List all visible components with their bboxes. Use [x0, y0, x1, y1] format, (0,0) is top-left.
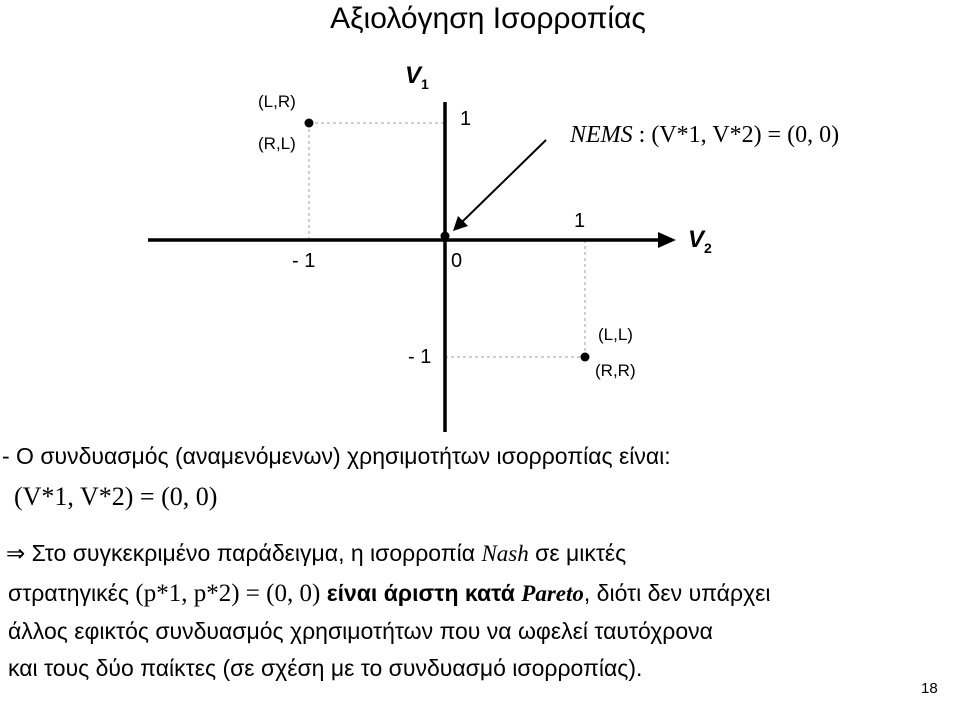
page-title: Αξιολόγηση Ισορροπίας [330, 2, 646, 35]
point-lower-right-label-top: (L,L) [598, 325, 633, 344]
point-upper-left [305, 119, 314, 128]
point-lower-right [581, 353, 590, 362]
x-axis-arrowhead [658, 232, 676, 248]
point-upper-left-label-top: (L,R) [258, 92, 296, 111]
page-number: 18 [921, 680, 938, 697]
tick-x-negative: - 1 [292, 250, 316, 272]
y-axis-label: $V_1$ [405, 62, 429, 92]
tick-origin: 0 [451, 250, 463, 272]
x-axis-label: $V_2$ [688, 226, 712, 256]
nems-equation: NEMS : (V*1, V*2) = (0, 0) [570, 122, 840, 148]
point-upper-left-label-bottom: (R,L) [258, 134, 296, 153]
point-origin [441, 232, 450, 241]
tick-y-negative: - 1 [408, 346, 432, 368]
text-line-3: ⇒ Στο συγκεκριμένο παράδειγμα, η ισορροπία Nash σε μικτές [6, 540, 627, 566]
implies-arrow: ⇒ [6, 540, 26, 566]
equation-1: (V*1, V*2) = (0, 0) [14, 482, 218, 511]
text-line-5: άλλος εφικτός συνδυασμός χρησιμοτήτων που να ωφελεί ταυτόχρονα [8, 618, 713, 644]
text-line-4: στρατηγικές (p*1, p*2) = (0, 0) είναι άριστη κατά Pareto, διότι δεν υπάρχει [8, 580, 771, 607]
text-line-6: και τους δύο παίκτες (σε σχέση με το συνδυασμό ισορροπίας). [8, 655, 643, 681]
point-lower-right-label-bottom: (R,R) [595, 361, 636, 380]
tick-x-positive: 1 [574, 210, 586, 232]
tick-y-positive: 1 [460, 108, 472, 130]
equation-2: (p*1, p*2) = (0, 0) [135, 580, 321, 607]
text-line-1: - Ο συνδυασμός (αναμενόμενων) χρησιμοτήτων ισορροπίας είναι: [2, 443, 671, 469]
pointer-arrow [462, 140, 546, 222]
